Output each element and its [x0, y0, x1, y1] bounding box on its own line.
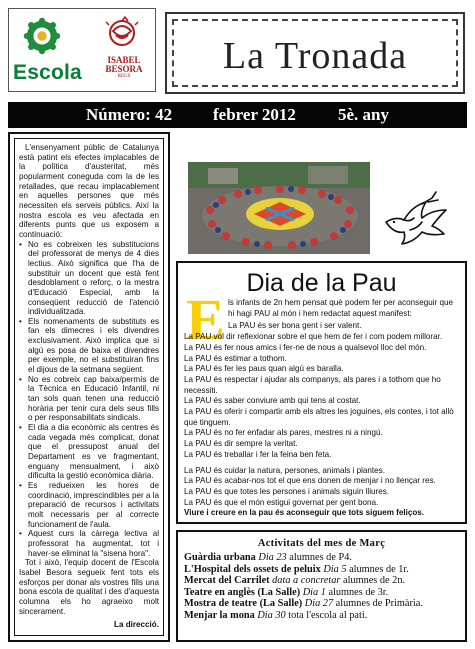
logo-isabel-line1: ISABEL: [107, 55, 141, 65]
peace-day-box: [176, 261, 467, 524]
list-item: La PAU és saber conviure amb qui tens al costat.: [184, 396, 361, 406]
list-item: Menjar la mona Dia 30 tota l'escola al pati.: [184, 609, 368, 621]
list-item: La PAU és acabar-nos tot el que ens donen de menjar i no llençar res.: [184, 476, 436, 486]
list-item: La PAU és treballar i fer la feina ben feta.: [184, 449, 332, 459]
peace-day-title: Dia de la Pau: [246, 269, 397, 297]
list-item: La PAU és dir sempre la veritat.: [184, 439, 298, 449]
issue-bar: [8, 102, 467, 128]
list-item: La PAU és estimar a tothom.: [184, 353, 287, 363]
editorial-signature: La direcció.: [114, 620, 159, 630]
activities-title: Activitats del mes de Març: [257, 538, 386, 549]
editorial-closing: Tot i això, l'equip docent de l'Escola Isabel Besora segueix fent tots els esforços per donar als vostres fills una bona escola de qualitat i des d'aquesta columna els ho agraeixo molt sincerament.: [19, 558, 159, 616]
peace-day-final: Viure i creure en la pau és aconseguir que tots siguem feliços.: [184, 508, 425, 518]
list-item: L'Hospital dels ossets de peluix Dia 5 alumnes de 1r.: [184, 563, 409, 575]
editorial-intro: L'ensenyament públic de Catalunya està patint els efectes implacables de la política d'austeritat, més popularment coneguda com la de les retallades, que recau implacablement en aquelles persones que més necessiten els serveis públics. Així la nostra escola es veu afectada en diferents punts que us exposem a continuació:: [19, 143, 159, 239]
logo-isabel-line2: BESORA: [105, 64, 143, 74]
issue-year: 5è. any: [338, 105, 389, 124]
list-item: Teatre en anglès (La Salle) Dia 1 alumnes de 3r.: [184, 586, 389, 598]
photo-children-circle: [188, 162, 370, 254]
list-item: • El dia a dia econòmic als centres és cada vegada més complicat, donat que el pressupost anual del Departament es ve fragmentant, enguany mensualment, i això dificulta la gestió econòmica diària.: [19, 423, 159, 481]
dove-icon: [380, 178, 458, 258]
masthead: [165, 12, 465, 94]
list-item: • No es cobreix cap baixa/permís de la Tècnica en Educació Infantil, ni tan sols quan tenen una reducció horària per tenir cura dels seus fills o per responsabilitats sindicals.: [19, 375, 159, 423]
list-item: • Els nomenaments de substituts es fan els dimecres i els divendres exclusivament. Això implica que si algú es posa de baixa el divendres per exemple, no el substituiran fins el dijous de la setmana següent.: [19, 317, 159, 375]
issue-date: febrer 2012: [213, 105, 296, 124]
peace-day-intro: ls infants de 2n hem pensat què podem fer per aconseguir que hi hagi PAU al món i hem redactat aquest manifest:: [228, 298, 453, 318]
rose-logo-icon: [99, 15, 145, 55]
list-item: La PAU és fer nous amics i fer-ne de nous a qualsevol lloc del món.: [184, 342, 427, 352]
list-item: La PAU és que totes les persones i animals siguin lliures.: [184, 486, 389, 496]
school-logos: [8, 8, 156, 92]
editorial-bullets: [19, 240, 159, 559]
list-item: La PAU és cuidar la natura, persones, animals i plantes.: [184, 465, 385, 475]
list-item: • Aquest curs la càrrega lectiva al professorat ha augmentat, tot i haver-se eliminat la "sisena hora".: [19, 529, 159, 558]
list-item: La PAU és fer les paus quan algú es baralla.: [184, 364, 344, 374]
list-item: La PAU és respectar i ajudar als companys, als pares i a tothom que ho necessiti.: [184, 374, 441, 395]
list-item: Guàrdia urbana Dia 23 alumnes de P4.: [184, 552, 352, 563]
list-item: • Es redueixen les hores de coordinació, imprescindibles per a la preparació de recursos i activitats molt necessaris per al correcte funcionament de l'aula.: [19, 481, 159, 529]
list-item: • No es cobreixen les substitucions del professorat de menys de 4 dies lectius. Això significa que l'ha de substituir un docent que està fent desdoblament o reforç, o la mestra d'Educació Especial, amb la conseqüent reducció de l'atenció individualitzada.: [19, 240, 159, 317]
newspaper-title: La Tronada: [222, 35, 408, 77]
peace-day-text: [184, 298, 459, 519]
logo-isabel-line3: REUS: [117, 74, 131, 79]
list-item: La PAU és oferir i compartir amb els altres les joguines, els contes, i tot allò que tinguem.: [184, 407, 454, 427]
list-item: Mercat del Carrilet data a concretar alumnes de 2n.: [184, 575, 406, 587]
editorial-inner: [14, 138, 164, 636]
school-logo-icon: [23, 17, 61, 55]
list-item: La PAU vol dir reflexionar sobre el que hem de fer i com podem millorar.: [184, 332, 443, 342]
school-logo-word: Escola: [13, 61, 82, 84]
list-item: La PAU és ser bona gent i ser valent.: [228, 321, 362, 331]
activities-box: [176, 530, 467, 642]
dropcap: E: [186, 287, 225, 352]
list-item: La PAU és no fer enfadar als pares, mestres ni a ningú.: [184, 428, 383, 438]
editorial-column: [8, 132, 170, 642]
list-item: Mostra de teatre (La Salle) Dia 27 alumnes de Primària.: [184, 598, 423, 610]
list-item: La PAU és que el món estigui governat per gent bona.: [184, 497, 379, 507]
rose-logo-text: [95, 56, 153, 80]
activities-list: [184, 552, 461, 622]
issue-number: Número: 42: [86, 105, 173, 124]
